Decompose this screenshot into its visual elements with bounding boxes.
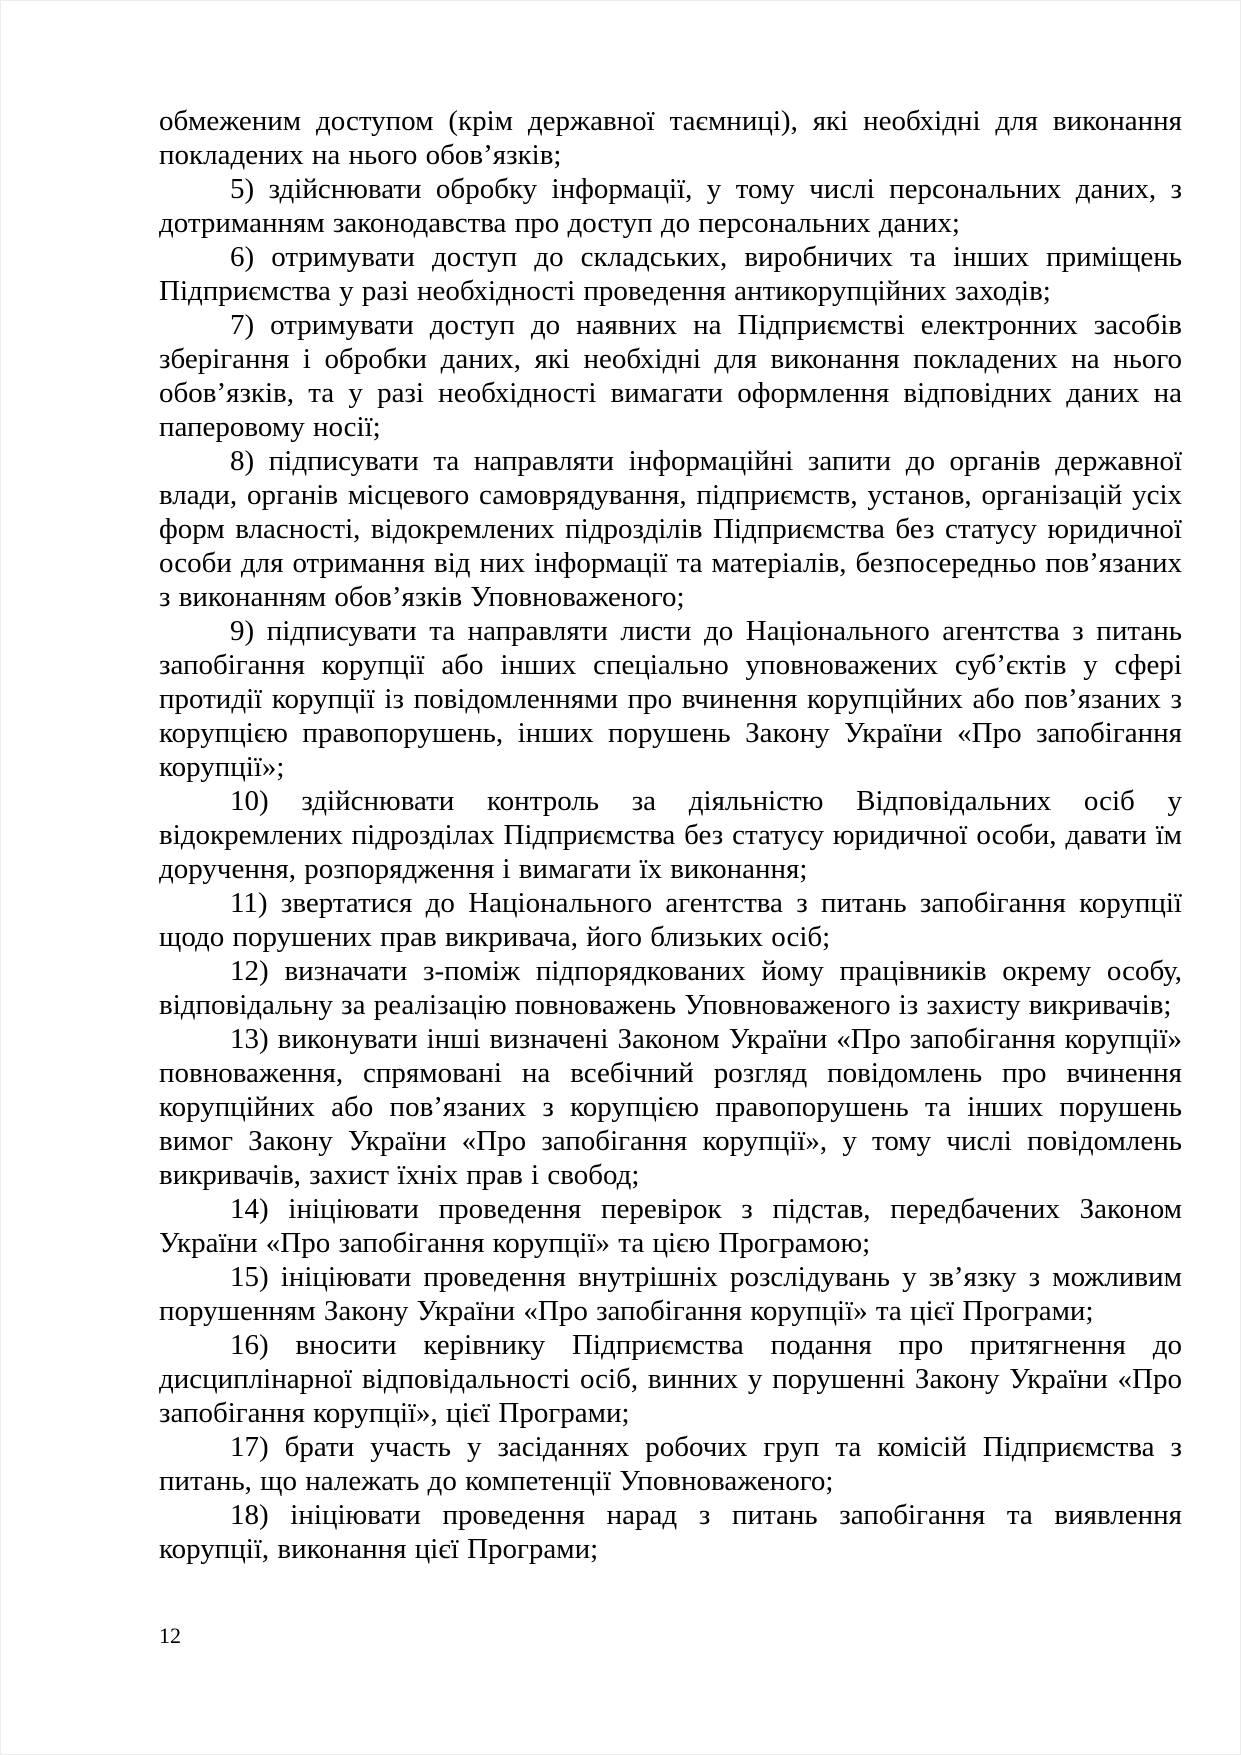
list-item-6: 6) отримувати доступ до складських, виробничих та інших приміщень Підприємства у разі необхідності проведення антикорупційних заходів; (159, 241, 1182, 307)
list-item-16: 16) вносити керівнику Підприємства подання про притягнення до дисциплінарної відповідальності осіб, винних у порушенні Закону України «Про запобігання корупції», цієї Програми; (159, 1329, 1182, 1429)
list-item-8: 8) підписувати та направляти інформаційні запити до органів державної влади, органів місцевого самоврядування, підприємств, установ, організацій усіх форм власності, відокремлених підрозділів Підприємства без статусу юридичної особи для отримання від них інформації та матеріалів, безпосередньо пов’язаних з виконанням обов’язків Уповноваженого; (159, 445, 1182, 613)
list-item-12: 12) визначати з-поміж підпорядкованих йому працівників окрему особу, відповідальну за реалізацію повноважень Уповноваженого із захисту викривачів; (159, 955, 1182, 1021)
list-item-15: 15) ініціювати проведення внутрішніх розслідувань у зв’язку з можливим порушенням Закону України «Про запобігання корупції» та цієї Програми; (159, 1261, 1182, 1327)
list-item-5: 5) здійснювати обробку інформації, у тому числі персональних даних, з дотриманням законодавства про доступ до персональних даних; (159, 173, 1182, 239)
page-number: 12 (159, 1623, 181, 1648)
list-item-10: 10) здійснювати контроль за діяльністю Відповідальних осіб у відокремлених підрозділах Підприємства без статусу юридичної особи, давати їм доручення, розпорядження і вимагати їх виконання; (159, 785, 1182, 885)
list-item-11: 11) звертатися до Національного агентства з питань запобігання корупції щодо порушених прав викривача, його близьких осіб; (159, 887, 1182, 953)
list-item-17: 17) брати участь у засіданнях робочих груп та комісій Підприємства з питань, що належать до компетенції Уповноваженого; (159, 1431, 1182, 1497)
list-item-18: 18) ініціювати проведення нарад з питань запобігання та виявлення корупції, виконання цієї Програми; (159, 1499, 1182, 1565)
list-item-7: 7) отримувати доступ до наявних на Підприємстві електронних засобів зберігання і обробки даних, які необхідні для виконання покладених на нього обов’язків, та у разі необхідності вимагати оформлення відповідних даних на паперовому носії; (159, 309, 1182, 443)
list-item-9: 9) підписувати та направляти листи до Національного агентства з питань запобігання корупції або інших спеціально уповноважених суб’єктів у сфері протидії корупції із повідомленнями про вчинення корупційних або пов’язаних з корупцією правопорушень, інших порушень Закону України «Про запобігання корупції»; (159, 615, 1182, 783)
document-body (159, 104, 1182, 1566)
paragraph-continuation: обмеженим доступом (крім державної таємниці), які необхідні для виконання покладених на нього обов’язків; (159, 105, 1182, 171)
list-item-13: 13) виконувати інші визначені Законом України «Про запобігання корупції» повноваження, спрямовані на всебічний розгляд повідомлень про вчинення корупційних або пов’язаних з корупцією правопорушень та інших порушень вимог Закону України «Про запобігання корупції», у тому числі повідомлень викривачів, захист їхніх прав і свобод; (159, 1023, 1182, 1191)
list-item-14: 14) ініціювати проведення перевірок з підстав, передбачених Законом України «Про запобігання корупції» та цією Програмою; (159, 1193, 1182, 1259)
